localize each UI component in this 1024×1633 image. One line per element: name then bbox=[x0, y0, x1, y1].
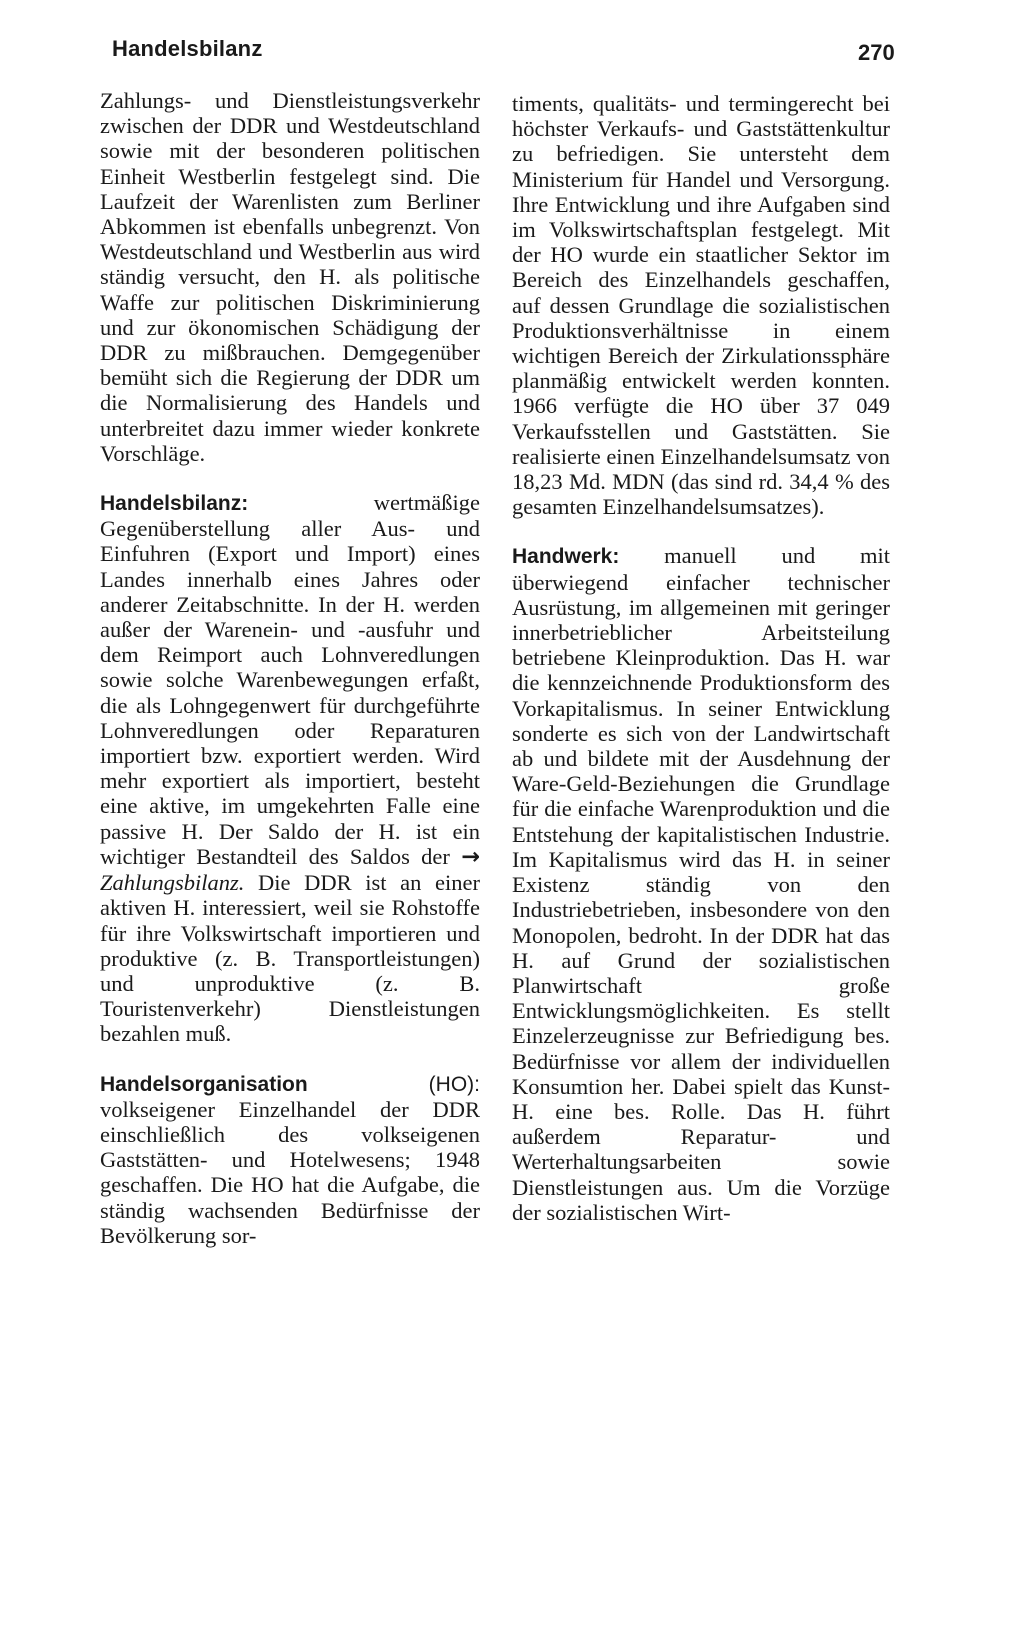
entry-body: timents, qualitäts- und termingerecht bei höchster Verkaufs- und Gaststättenkultur zu befriedigen. Sie untersteht dem Ministerium für Handel und Versorgung. Ihre Entwicklung und ihre Aufgaben sind im Volkswirtschaftsplan festgelegt. Mit der HO wurde ein staatlicher Sektor im Bereich des Einzelhandels geschaffen, auf dessen Grundlage die sozialistischen Produktionsverhältnisse in einem wichtigen Bereich der Zirkulationssphäre planmäßig entwickelt werden konnten. 1966 verfügte die HO über 37 049 Verkaufsstellen und Gaststätten. Sie realisierte einen Einzelhandelsumsatz von 18,23 Md. MDN (das sind rd. 34,4 % des gesamten Einzelhandelsumsatzes). bbox=[512, 91, 890, 520]
definition-text: manuell und mit überwiegend einfacher technischer Ausrüstung, im allgemeinen mit geringer innerbetrieblicher Arbeitsteilung betriebene Kleinproduktion. Das H. war die kennzeichnende Produktionsform des Vorkapitalismus. In seiner Entwicklung sonderte es sich von der Landwirtschaft ab und bildete mit der Ausdehnung der Ware-Geld-Beziehungen die Grundlage für die einfache Warenproduktion und die Entstehung der kapitalistischen Industrie. Im Kapitalismus wird das H. in seiner Existenz ständig von den Industriebetrieben, insbesondere von den Monopolen, bedroht. In der DDR hat das H. auf Grund der sozialistischen Planwirtschaft große Entwicklungsmöglichkeiten. Es stellt Einzelerzeugnisse zur Befriedigung bes. Bedürfnisse vor allem der individuellen Konsumtion her. Dabei spielt das Kunst-H. eine bes. Rolle. Das H. führt außerdem Reparatur- und Werterhaltungsarbeiten sowie Dienstleistungen aus. Um die Vorzüge der sozialistischen Wirt- bbox=[512, 543, 890, 1225]
right-column bbox=[512, 91, 890, 1249]
left-column bbox=[100, 88, 480, 1272]
cross-reference: Zahlungsbilanz. bbox=[100, 870, 245, 896]
abbreviation: (HO): bbox=[307, 1072, 480, 1096]
cross-reference-arrow-icon: → bbox=[461, 843, 480, 870]
entry-handelsorganisation bbox=[100, 1071, 480, 1248]
entry-body bbox=[100, 1071, 480, 1248]
definition-text: Die DDR ist an einer aktiven H. interessiert, weil sie Rohstoffe für ihre Volkswirtschaft importieren und produktive (z. B. Transportleistungen) und unproduktive (z. B. Touristenverkehr) Dienstleistungen bezahlen muß. bbox=[100, 870, 480, 1047]
entry-handelsbilanz bbox=[100, 490, 480, 1046]
entry-body: Zahlungs- und Dienstleistungsverkehr zwischen der DDR und Westdeutschland sowie mit der besonderen politischen Einheit Westberlin festgelegt sind. Die Laufzeit der Warenlisten zum Berliner Abkommen ist ebenfalls unbegrenzt. Von Westdeutschland und Westberlin aus wird ständig versucht, den H. als politische Waffe zur politischen Diskriminierung und zur ökonomischen Schädigung der DDR zu mißbrauchen. Demgegenüber bemüht sich die Regierung der DDR um die Normalisierung des Handels und unterbreitet dazu immer wieder konkrete Vorschläge. bbox=[100, 88, 480, 466]
continued-entry-text bbox=[100, 88, 480, 466]
definition-text: wertmäßige Gegenüberstellung aller Aus- und Einfuhren (Export und Import) eines Landes innerhalb eines Jahres oder anderer Zeitabschnitte. In der H. werden außer der Warenein- und -ausfuhr und dem Reimport auch Lohnveredlungen sowie solche Warenbewegungen erfaßt, die als Lohngegenwert für durchgeführte Lohnveredlungen oder Reparaturen importiert bzw. exportiert werden. Wird mehr exportiert als importiert, besteht eine aktive, im umgekehrten Falle eine passive H. Der Saldo der H. ist ein wichtiger Bestandteil des Saldos der bbox=[100, 490, 480, 869]
continued-entry-text bbox=[512, 91, 890, 519]
definition-text: volkseigener Einzelhandel der DDR einschließlich des volkseigenen Gaststätten- und Hotelwesens; 1948 geschaffen. Die HO hat die Aufgabe, die ständig wachsenden Bedürfnisse der Bevölkerung sor- bbox=[100, 1096, 480, 1248]
entry-body bbox=[512, 543, 890, 1224]
headword: Handelsbilanz: bbox=[100, 492, 249, 516]
entry-handwerk bbox=[512, 543, 890, 1224]
running-head: Handelsbilanz bbox=[112, 36, 263, 61]
headword: Handwerk: bbox=[512, 545, 620, 569]
entry-body bbox=[100, 490, 480, 1046]
headword: Handelsorganisation bbox=[100, 1072, 308, 1096]
page-number: 270 bbox=[858, 40, 895, 65]
